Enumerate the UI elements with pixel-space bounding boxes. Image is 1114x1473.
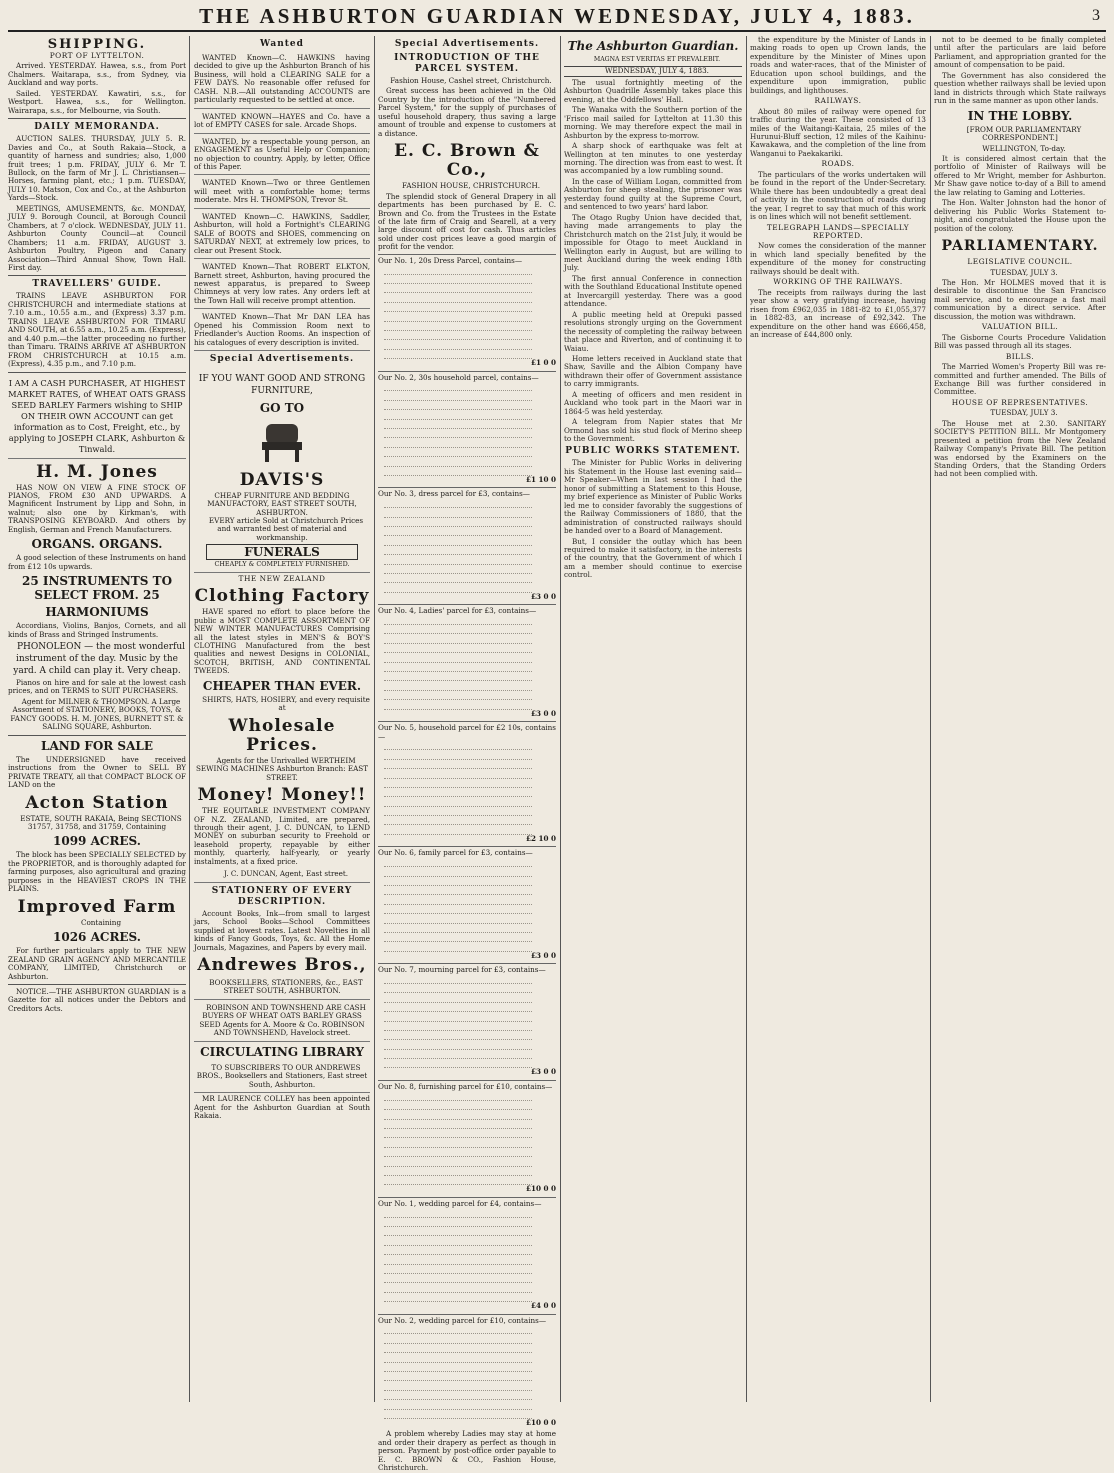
parcel-item-line	[384, 1400, 532, 1409]
parcel-item-line	[384, 877, 532, 886]
parcel-title: Our No. 2, 30s household parcel, contains—	[378, 372, 539, 382]
public-works-text: The Minister for Public Works in delivering his Statement in the House last evening said—Mr Speaker—When in last session I had the honor of submitting a Statement to this House, my brief experience as Minister of Public Works led me to consider favorably the suggestions of the Railway Commissioners of 1880, that the administration of constructed railways should be handed over to a Board of Management.	[564, 458, 742, 536]
news-paragraph: A public meeting held at Orepuki passed resolutions strongly urging on the Government the necessity of completing the railway between that place and Riverton, and of continuing it to Waiau.	[564, 309, 742, 353]
parcel-item-line	[384, 1283, 532, 1292]
nz-grain-agency-text: For further particulars apply to THE NEW ZEALAND GRAIN AGENCY AND MERCANTILE COMPANY, LIMITED, Christchurch or Ashburton.	[8, 946, 186, 981]
wanted-ad-5: WANTED Known—C. HAWKINS, Saddler, Ashburton, will hold a Fortnight's CLEARING SALE of BOOTS and SHOES, commencing on SATURDAY NEXT, at extremely low prices, to clear out Present Stock.	[194, 211, 370, 259]
column-divider	[560, 36, 561, 1402]
special-ads-heading: Special Advertisements.	[209, 354, 355, 365]
parcel-item-line	[384, 1265, 532, 1274]
parcel-item-line	[384, 895, 532, 904]
wanted-ad-3: WANTED, by a respectable young person, an ENGAGEMENT as Useful Help or Companion; no objection to country. Apply, by letter, Office of this Paper.	[194, 136, 370, 176]
parcel-total: £3 0 0	[530, 1067, 556, 1077]
parliamentary-heading: PARLIAMENTARY.	[941, 238, 1099, 255]
parcel-item-line	[384, 1353, 532, 1362]
paper-title: The Ashburton Guardian.	[567, 39, 739, 53]
parcel-item-line	[384, 1391, 532, 1400]
colley-text: MR LAURENCE COLLEY has been appointed Agent for the Ashburton Guardian at South Rakaia.	[194, 1094, 370, 1120]
railways-heading: RAILWAYS.	[814, 96, 862, 106]
parcel-item-line	[384, 420, 532, 429]
wanted-ad-2: WANTED KNOWN—HAYES and Co. have a lot of EMPTY CASES for sale. Arcade Shops.	[194, 111, 370, 134]
parcel-item-line	[384, 1236, 532, 1245]
chair-illustration	[252, 418, 312, 464]
parcel-title: Our No. 1, wedding parcel for £4, contains—	[378, 1198, 542, 1208]
house-date: TUESDAY, JULY 3.	[990, 408, 1058, 418]
special-ads-heading-2: Special Advertisements.	[394, 39, 540, 49]
clothing-text: HAVE spared no effort to place before the public a MOST COMPLETE ASSORTMENT OF NEW WINTER MANUFACTURES Comprising all the latest styles in MEN'S & BOY'S CLOTHING Manufactured from the best qualities and newest Designs in COLONIAL, SCOTCH, BRITISH, AND CONTINENTAL TWEEDS.	[194, 607, 370, 676]
valuation-text: The Gisborne Courts Procedure Validation Bill was passed through all its stages.	[934, 332, 1106, 351]
andrewes-heading: Andrewes Bros.,	[197, 955, 367, 975]
parcel-item-line	[384, 816, 532, 825]
parcel-item-line	[384, 1050, 532, 1059]
telegraph-heading: TELEGRAPH LANDS—SPECIALLY REPORTED.	[766, 222, 910, 240]
news-paragraph: In the case of William Logan, committed from Ashburton for sheep stealing, the prisoner was yesterday found guilty at the Supreme Court, and sentenced to two years' hard labor.	[564, 176, 742, 212]
parcel-total: £1 10 0	[525, 474, 556, 484]
parcel-title: Our No. 7, mourning parcel for £3, contains—	[378, 965, 546, 975]
divider	[8, 984, 186, 985]
funerals-subtext: CHEAPLY & COMPLETELY FURNISHED.	[214, 560, 350, 569]
memoranda-text: AUCTION SALES. THURSDAY, JULY 5. R. Davies and Co., at South Rakaia—Stock, a quantity of harness and sundries; also, 1,000 fruit trees; 1 p.m. FRIDAY, JULY 6. Mr T. Bullock, on the farm of Mr J. L. Christiansen—Horses, farming plant, etc.; 1 p.m. TUESDAY, JULY 10. Matson, Cox and Co., at the Ashburton Yards—Stock.	[8, 134, 186, 203]
statement-paragraph: not to be deemed to be finally completed until after the particulars are laid before Parliament, and appropriation granted for the amount of compensation to be paid.	[934, 35, 1106, 70]
lobby-heading: IN THE LOBBY.	[967, 108, 1073, 123]
parcel-item	[378, 1197, 556, 1314]
news-paragraph: A meeting of officers and men resident in Auckland who took part in the Maori war in 1864-5 was held yesterday.	[564, 389, 742, 416]
parcel-item-line	[384, 1129, 532, 1138]
parcel-item-line	[384, 1138, 532, 1147]
parcel-item-line	[384, 1022, 532, 1031]
land-heading: LAND FOR SALE	[41, 738, 153, 753]
column-2	[194, 36, 370, 1402]
parcel-list	[378, 254, 556, 1431]
land-text: The UNDERSIGNED have received instructions from the Owner to SELL BY PRIVATE TREATY, all that COMPACT BLOCK OF LAND on the	[8, 754, 186, 790]
improved-farm-heading: Improved Farm	[17, 896, 177, 917]
parcel-item-line	[384, 438, 532, 447]
acton-text: The block has been SPECIALLY SELECTED by the PROPRIETOR, and is thoroughly adapted for farming purposes, also agricultural and grazing purposes in the HEAVIEST CROPS IN THE PLAINS.	[8, 850, 186, 894]
parcel-item-line	[384, 574, 532, 583]
parcel-item-line	[384, 691, 532, 700]
parcel-item-line	[384, 1274, 532, 1283]
parcel-item-line	[384, 625, 532, 634]
davis-advert	[194, 367, 370, 573]
parcel-item	[378, 604, 556, 721]
parcel-item-line	[384, 499, 532, 508]
news-paragraph: Home letters received in Auckland state that Shaw, Saville and the Albion Company have withdrawn their offer of Government assistance to carry immigrants.	[564, 353, 742, 389]
parcel-item-line	[384, 331, 532, 340]
parcel-item-line	[384, 583, 532, 592]
shirts-text: SHIRTS, HATS, HOSIERY, and every requisite at	[202, 694, 370, 713]
parcel-item-line	[384, 312, 532, 321]
parcel-item-line	[384, 681, 532, 690]
parcel-item	[378, 721, 556, 846]
parcel-item-line	[384, 933, 532, 942]
parcel-item-line	[384, 1246, 532, 1255]
council-heading: LEGISLATIVE COUNCIL.	[967, 257, 1073, 267]
column-divider	[189, 36, 190, 1402]
parcel-item-line	[384, 1293, 532, 1302]
divider	[8, 275, 186, 276]
news-paragraph: The Wanaka with the Southern portion of the 'Frisco mail sailed for Lyttelton at 11.30 this morning. We may therefore expect the mail in Ashburton by the express to-morrow.	[564, 105, 742, 140]
brown-heading: E. C. Brown & Co.,	[394, 141, 540, 181]
paper-date: WEDNESDAY, JULY 4, 1883.	[564, 66, 742, 76]
nz-clothing-heading: THE NEW ZEALAND	[238, 573, 326, 583]
parcel-item-line	[384, 741, 532, 750]
news-paragraph: The usual fortnightly meeting of the Ashburton Quadrille Assembly takes place this evening, at the Oddfellows' Hall.	[564, 77, 742, 104]
column-divider	[374, 36, 375, 1402]
parcel-item-line	[384, 382, 532, 391]
parcel-total: £10 0 0	[525, 1184, 556, 1194]
davis-line-1: IF YOU WANT GOOD AND STRONG FURNITURE,	[198, 374, 366, 397]
telegraph-text: Now comes the consideration of the manner in which land specially benefited by the expenditure of the money for constructing railways should be dealt with.	[750, 241, 926, 276]
parcel-item-line	[384, 1059, 532, 1068]
port-heading: PORT OF LYTTELTON.	[49, 51, 145, 60]
stationery-heading: STATIONERY OF EVERY DESCRIPTION.	[211, 885, 353, 907]
harmoniums-text: Accordians, Violins, Banjos, Cornets, and all kinds of Brass and Stringed Instruments.	[8, 621, 186, 639]
parcel-item-line	[384, 536, 532, 545]
funerals-heading: FUNERALS	[206, 544, 358, 560]
parcel-item-line	[384, 700, 532, 709]
parcel-item-line	[384, 1372, 532, 1381]
guardian-notice: NOTICE.—THE ASHBURTON GUARDIAN is a Gazette for all notices under the Debtors and Creditors Acts.	[8, 987, 186, 1013]
travellers-heading: TRAVELLERS' GUIDE.	[32, 279, 162, 290]
parcel-item-line	[384, 546, 532, 555]
parcel-item-line	[384, 1120, 532, 1129]
wanted-ad-6: WANTED Known—That ROBERT ELKTON, Barnett street, Ashburton, having procured the newest apparatus, is prepared to Sweep Chimneys at very low rates. Any orders left at the Town Hall will receive prompt attention.	[194, 261, 370, 309]
parcel-item-line	[384, 993, 532, 1002]
parcel-total: £4 0 0	[530, 1301, 556, 1311]
davis-line-2: CHEAP FURNITURE AND BEDDING MANUFACTORY, EAST STREET SOUTH, ASHBURTON.	[207, 490, 357, 517]
parcel-title: Our No. 2, wedding parcel for £10, contains—	[378, 1315, 547, 1325]
parcel-title: Our No. 8, furnishing parcel for £10, contains—	[378, 1081, 553, 1091]
column-divider	[930, 36, 931, 1402]
parcel-item-line	[384, 340, 532, 349]
parcel-item-line	[384, 1091, 532, 1100]
parcel-item-line	[384, 1334, 532, 1343]
parcel-item-line	[384, 322, 532, 331]
acres2-heading: 1026 ACRES.	[53, 930, 141, 945]
bills-heading: BILLS.	[1005, 351, 1035, 361]
jones-name: H. M. Jones	[36, 461, 158, 482]
parcel-item-line	[384, 350, 532, 359]
parcel-item-line	[384, 1157, 532, 1166]
divider	[8, 372, 186, 373]
parcel-item-line	[384, 555, 532, 564]
parcel-item-line	[384, 779, 532, 788]
news-paragraph: The Otago Rugby Union have decided that, having made arrangements to play the Christchurch match on the 21st July, it would be impossible for Otago to meet Auckland in Wellington early in August, but are willing to meet Auckland during the week ending 18th July.	[564, 212, 742, 273]
railways-text: About 80 miles of railway were opened for traffic during the year. These consisted of 13 miles of the Waitangi-Kaitaia, 25 miles of the Hurunui-Bluff section, 12 miles of the Kaihinu-Kawakawa, and the completion of the line from Wanganui to Paekakariki.	[750, 106, 926, 158]
parcel-item-line	[384, 565, 532, 574]
organs-text: A good selection of these Instruments on hand from £12 10s upwards.	[8, 553, 186, 571]
parcel-item-line	[384, 1344, 532, 1353]
parcel-item-line	[384, 1003, 532, 1012]
parcel-item-line	[384, 391, 532, 400]
news-paragraph: The first annual Conference in connection with the Southland Educational Institute opened at Invercargill yesterday. There was a good attendance.	[564, 273, 742, 309]
phonoleon-text: PHONOLEON — the most wonderful instrument of the day. Music by the yard. A child can play it. Very cheap.	[13, 642, 186, 677]
parcel-item-line	[384, 644, 532, 653]
library-heading: CIRCULATING LIBRARY	[200, 1044, 364, 1059]
parcel-item-line	[384, 1176, 532, 1185]
parcel-item-line	[384, 807, 532, 816]
parcel-item-line	[384, 265, 532, 274]
parcel-title: Our No. 4, Ladies' parcel for £3, contains—	[378, 606, 537, 616]
column-4	[564, 36, 742, 1402]
column-divider	[746, 36, 747, 1402]
acres-heading: 1099 ACRES.	[53, 834, 141, 849]
davis-line-3: EVERY article Sold at Christchurch Prices and warranted best of material and workmanship.	[208, 515, 364, 542]
parcel-item-line	[384, 942, 532, 951]
shipping-arrived: Arrived. YESTERDAY. Hawea, s.s., from Port Chalmers. Waitarapa, s.s., from Sydney, via Auckland and way ports.	[8, 61, 186, 88]
parcel-item-line	[384, 1381, 532, 1390]
stationery-text: Account Books, Ink—from small to largest jars, School Books—School Committees supplied at lowest rates. Latest Novelties in all kinds of Fancy Goods, Toys, &c. All the Home Journals, Magazines, and Papers by every mail.	[194, 908, 370, 952]
parcel-item-line	[384, 797, 532, 806]
roads-text: The particulars of the works undertaken will be found in the report of the Under-Secretary. While there has been undoubtedly a great deal of activity in the construction of roads during the year, I regret to say that much of this work is on lines which will not benefit settlement.	[750, 169, 926, 222]
masthead-rule	[8, 30, 1106, 32]
council-date: TUESDAY, JULY 3.	[990, 267, 1058, 277]
column-5	[750, 36, 926, 1402]
parcel-item-line	[384, 1255, 532, 1264]
parcel-item-line	[384, 1031, 532, 1040]
acton-subtext: ESTATE, SOUTH RAKAIA, Being SECTIONS 31757, 31758, and 31759, Containing	[20, 813, 182, 832]
parcel-item-line	[384, 527, 532, 536]
column-6	[934, 36, 1106, 1402]
parcel-item-line	[384, 975, 532, 984]
parcel-item-line	[384, 760, 532, 769]
parcel-item	[378, 846, 556, 963]
parcel-item-line	[384, 867, 532, 876]
news-paragraph: A sharp shock of earthquake was felt at Wellington at ten minutes to one yesterday morning. The direction was from east to west. It was accompanied by a low rumbling sound.	[564, 141, 742, 176]
parcel-item-line	[384, 788, 532, 797]
paper-motto: MAGNA EST VERITAS ET PREVALEBIT.	[593, 56, 721, 63]
column-1	[8, 36, 186, 1402]
working-text: The receipts from railways during the last year show a very gratifying increase, having risen from £962,035 in 1881-82 to £1,055,377 in 1882-83, an increase of £92,342. The expenditure on the other hand was £666,458, an increase of £44,800 only.	[750, 287, 926, 339]
parcel-item-line	[384, 663, 532, 672]
shipping-sailed: Sailed. YESTERDAY. Kawatiri, s.s., for Westport. Hawea, s.s., for Wellington. Wairarapa, s.s., for Melbourne, via South.	[8, 88, 186, 115]
lobby-text: The Hon. Walter Johnston had the honor of delivering his Public Works Statement to-night, and congratulated the House upon the position of the colony.	[934, 198, 1106, 233]
wanted-ad-7: WANTED Known—That Mr DAN LEA has Opened his Commission Room next to Friedlander's Auction Rooms. An inspection of his catalogues of every description is invited.	[194, 311, 370, 351]
council-text: The Hon. Mr HOLMES moved that it is desirable to discontinue the San Francisco mail service, and to encourage a fast mail communication by a direct service. After discussion, the motion was withdrawn.	[934, 277, 1106, 321]
parcel-total: £2 10 0	[525, 833, 556, 843]
parcel-text: Great success has been achieved in the Old Country by the introduction of the "Numbered Parcel System," for the supply of purchases of useful household drapery, thus saving a large amount of trouble and expense to customers at a distance.	[378, 86, 556, 138]
parcel-item-line	[384, 1148, 532, 1157]
wanted-heading: Wanted	[260, 39, 304, 49]
parcel-title: Our No. 3, dress parcel for £3, contains—	[378, 489, 530, 499]
clark-advert	[8, 376, 186, 459]
wertheim-text: Agents for the Unrivalled WERTHEIM SEWING MACHINES Ashburton Branch: EAST STREET.	[195, 755, 369, 782]
parcel-title: Our No. 6, family parcel for £3, contains—	[378, 848, 533, 858]
parcel-item-line	[384, 284, 532, 293]
parcel-address: Fashion House, Cashel street, Christchurch.	[390, 76, 552, 85]
shipping-heading: SHIPPING.	[47, 37, 147, 52]
go-to-text: GO TO	[259, 401, 305, 416]
parcel-item-line	[384, 653, 532, 662]
harmoniums-heading: HARMONIUMS	[45, 605, 149, 620]
meetings-text: MEETINGS, AMUSEMENTS, &c. MONDAY, JULY 9. Borough Council, at Borough Council Chambers, at 7 o'clock. WEDNESDAY, JULY 11. Ashburton County Council—at Council Chambers; 11 a.m. FRIDAY, AUGUST 3. Ashburton Poultry, Pigeon and Canary Association—Third Annual Show, Town Hall. First day.	[8, 203, 186, 272]
masthead-title: THE ASHBURTON GUARDIAN WEDNESDAY, JULY 4, 1883.	[199, 4, 915, 28]
parcel-item-line	[384, 303, 532, 312]
parcel-item-line	[384, 1208, 532, 1217]
parcel-item-line	[384, 825, 532, 834]
travellers-text: TRAINS LEAVE ASHBURTON FOR CHRISTCHURCH and intermediate stations at 7.10 a.m., 10.55 a.m., and (Express) 3.37 p.m. TRAINS LEAVE ASHBURTON FOR TIMARU AND SOUTH, at 6.55 a.m., 10.25 a.m. (Express), and 4.40 p.m.—the latter proceeding no further than Timaru. TRAINS ARRIVE AT ASHBURTON FROM CHRISTCHURCH at 10.15 a.m. (Express), 4.35 p.m., and 7.10 p.m.	[8, 291, 186, 369]
parcel-item-line	[384, 858, 532, 867]
fashion-house-text: FASHION HOUSE, CHRISTCHURCH.	[401, 181, 541, 191]
working-heading: WORKING OF THE RAILWAYS.	[773, 277, 903, 287]
parcel-heading: INTRODUCTION OF THE PARCEL SYSTEM.	[394, 53, 540, 74]
house-heading: HOUSE OF REPRESENTATIVES.	[951, 397, 1089, 407]
containing-text: Containing	[80, 917, 122, 927]
parcel-item	[378, 254, 556, 371]
wanted-ad-1: WANTED Known—C. HAWKINS having decided to give up the Ashburton Branch of his Business, will hold a CLEARING SALE for a FEW DAYS. No reasonable offer refused for CASH. N.B.—All outstanding ACCOUNTS are particularly requested to be settled at once.	[194, 52, 370, 109]
money-heading: Money! Money!!	[197, 785, 367, 806]
organs-heading: ORGANS. ORGANS.	[31, 537, 163, 552]
andrewes-text: BOOKSELLERS, STATIONERS, &c., EAST STREET SOUTH, ASHBURTON.	[194, 977, 370, 1000]
house-text: The House met at 2.30. SANITARY SOCIETY'S PETITION BILL. Mr Montgomery presented a petition from the New Zealand Railway Company's Private Bill. The petition was endorsed by the Examiners on the Standing Orders, that the Standing Orders had not been complied with.	[934, 418, 1106, 479]
duncan-text: J. C. DUNCAN, Agent, East street.	[194, 868, 370, 882]
statement-paragraph: The Government has also considered the question whether railways shall be levied upon land in districts through which State railways run in the same manner as upon other lands.	[934, 70, 1106, 106]
wholesale-heading: Wholesale Prices.	[228, 715, 336, 755]
parcel-item-line	[384, 457, 532, 466]
parcel-total: £3 0 0	[530, 591, 556, 601]
davis-heading: DAVIS'S	[239, 469, 325, 490]
public-works-text: But, I consider the outlay which has been required to make it satisfactory, in the interests of the country, that the Government of which I am a member should continue to exercise control.	[564, 536, 742, 580]
lobby-subheading: [FROM OUR PARLIAMENTARY CORRESPONDENT.]	[966, 124, 1082, 143]
parcel-title: Our No. 5, household parcel for £2 10s, contains—	[378, 723, 556, 741]
parcel-item-line	[384, 886, 532, 895]
parcel-item-line	[384, 984, 532, 993]
clothing-factory-heading: Clothing Factory	[194, 586, 370, 607]
library-text: TO SUBSCRIBERS TO OUR ANDREWES BROS., Booksellers and Stationers, East street South, Ashburton.	[194, 1062, 370, 1093]
lobby-date: WELLINGTON, To-day.	[982, 143, 1066, 153]
acton-heading: Acton Station	[25, 792, 169, 813]
parcel-total: £3 0 0	[530, 950, 556, 960]
parcel-item-line	[384, 750, 532, 759]
parcel-item	[378, 1314, 556, 1431]
parcel-item-line	[384, 769, 532, 778]
parcel-item-line	[384, 905, 532, 914]
wanted-ad-4: WANTED Known—Two or three Gentlemen will meet with a comfortable home; terms moderate. Mrs H. THOMPSON, Trevor St.	[194, 177, 370, 208]
parcel-item-line	[384, 616, 532, 625]
parcel-item-line	[384, 518, 532, 527]
parcel-total: £1 0 0	[530, 358, 556, 368]
parcel-item-line	[384, 672, 532, 681]
problem-text: A problem whereby Ladies may stay at home and order their drapery as perfect as though in person. Payment by post-office order payable to E. C. BROWN & CO., Fashion House, Christchurch.	[378, 1429, 556, 1473]
robinson-text: ROBINSON AND TOWNSHEND ARE CASH BUYERS OF WHEAT OATS BARLEY GRASS SEED Agents for A. Moore & Co. ROBINSON AND TOWNSHEND, Havelock street.	[194, 1002, 370, 1042]
parcel-item-line	[384, 448, 532, 457]
parcel-item	[378, 963, 556, 1080]
parcel-item-line	[384, 1101, 532, 1110]
parcel-item-line	[384, 634, 532, 643]
news-paragraph: A telegram from Napier states that Mr Ormond has sold his stud flock of Merino sheep to the Government.	[564, 417, 742, 444]
cheaper-heading: CHEAPER THAN EVER.	[202, 678, 362, 693]
parcel-item-line	[384, 1218, 532, 1227]
parcel-item-line	[384, 1167, 532, 1176]
parcel-item-line	[384, 1227, 532, 1236]
divider	[8, 118, 186, 119]
parcel-item-line	[384, 1363, 532, 1372]
parcel-item-line	[384, 467, 532, 476]
page-number: 3	[1092, 7, 1100, 24]
parcel-item-line	[384, 1040, 532, 1049]
parcel-title: Our No. 1, 20s Dress Parcel, contains—	[378, 255, 523, 265]
parcel-item-line	[384, 924, 532, 933]
brown-text: The splendid stock of General Drapery in all departments has been purchased by E. C. Brown and Co. from the Trustees in the Estate of the late firm of Craig and Searell, at a very large discount off cost for cash. Thus articles sold under cost prices leave a good margin of profit for the vendor.	[378, 191, 556, 252]
parcel-item-line	[384, 1012, 532, 1021]
parcel-item-line	[384, 508, 532, 517]
clark-text: I AM A CASH PURCHASER, AT HIGHEST MARKET RATES, of WHEAT OATS GRASS SEED BARLEY Farmers wishing to SHIP ON THEIR OWN ACCOUNT can get information as to Cost, Freight, etc., by applying to JOSEPH CLARK, Ashburton & Tinwald.	[8, 377, 186, 454]
pianos-hire-text: Pianos on hire and for sale at the lowest cash prices, and on TERMS to SUIT PURCHASERS.	[8, 678, 186, 696]
valuation-heading: VALUATION BILL.	[981, 322, 1059, 332]
column-3	[378, 36, 556, 1473]
lobby-text: It is considered almost certain that the portfolio of Minister of Railways will be offered to Mr Wright, member for Ashburton. Mr Shaw gave notice to-day of a Bill to amend the law relating to Gaming and Lotteries.	[934, 153, 1106, 197]
parcel-total: £3 0 0	[530, 708, 556, 718]
roads-heading: ROADS.	[821, 159, 855, 169]
parcel-item	[378, 371, 556, 488]
statement-paragraph: the expenditure by the Minister of Lands in making roads to open up Crown lands, the expenditure by the Minister of Mines upon roads and water-races, that of the Minister of Education upon school buildings, and the expenditure upon immigration, public buildings, and lighthouses.	[750, 35, 926, 95]
parcel-item-line	[384, 401, 532, 410]
public-works-heading: PUBLIC WORKS STATEMENT.	[565, 446, 741, 457]
jones-agent-text: Agent for MILNER & THOMPSON. A Large Assortment of STATIONERY, BOOKS, TOYS, & FANCY GOODS. H. M. JONES, BURNETT ST. & SALING SQUARE, Ashburton.	[10, 696, 184, 732]
memoranda-heading: DAILY MEMORANDA.	[34, 122, 160, 133]
parcel-item	[378, 487, 556, 604]
parcel-item	[378, 1080, 556, 1197]
money-text: THE EQUITABLE INVESTMENT COMPANY OF N.Z. ZEALAND, Limited, are prepared, through their agent, J. C. DUNCAN, to LEND MONEY on suburban security to Freehold or leasehold property, repayable by either monthly, quarterly, half-yearly, or yearly instalments, at a fixed price.	[194, 806, 370, 866]
parcel-item-line	[384, 293, 532, 302]
masthead	[0, 0, 1114, 28]
parcel-item-line	[384, 410, 532, 419]
parcel-item-line	[384, 275, 532, 284]
bills-text: The Married Women's Property Bill was re-committed and further amended. The Bills of Exchange Bill was further considered in Committee.	[934, 362, 1106, 397]
parcel-item-line	[384, 914, 532, 923]
parcel-item-line	[384, 1410, 532, 1419]
divider	[8, 735, 186, 736]
jones-text: HAS NOW ON VIEW A FINE STOCK OF PIANOS, FROM £30 AND UPWARDS. A Magnificent Instrument by Lipp and Sohn, in walnut; also one by Kirkman's, with TRANSPOSING KEYBOARD. And others by English, German and French Manufacturers.	[8, 482, 186, 534]
parcel-item-line	[384, 429, 532, 438]
parcel-item-line	[384, 1110, 532, 1119]
parcel-total: £10 0 0	[525, 1417, 556, 1427]
instruments-heading: 25 INSTRUMENTS TO SELECT FROM. 25	[21, 574, 173, 603]
parcel-item-line	[384, 1325, 532, 1334]
